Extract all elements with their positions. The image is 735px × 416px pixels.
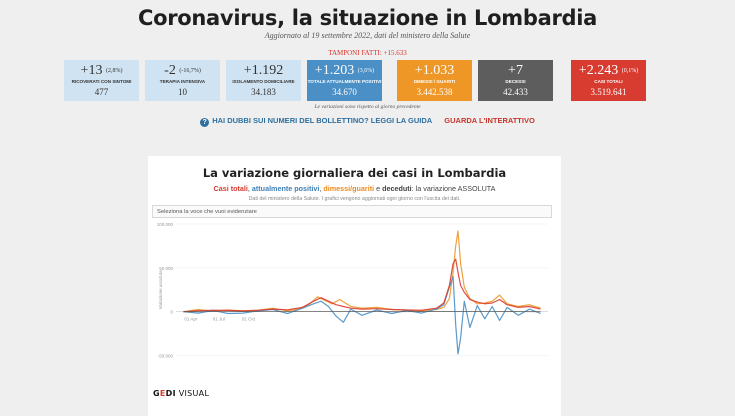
tile-label: TOTALE ATTUALMENTE POSITIVI: [307, 79, 382, 85]
tile-attualmente-positivi: [307, 60, 382, 101]
tamponi-count: TAMPONI FATTI: +15.633: [328, 49, 407, 57]
tile-total: 42.433: [503, 87, 528, 98]
legend-casi-totali[interactable]: Casi totali: [213, 184, 248, 193]
tile-value: +13 (2,8%): [80, 63, 123, 79]
legend-deceduti[interactable]: deceduti: [382, 184, 412, 193]
tile-total: 3.442.538: [416, 87, 453, 98]
tile-dimessi: [397, 60, 472, 101]
tile-decessi: [478, 60, 553, 101]
x-tick-label: 01 Oct: [241, 316, 256, 322]
tile-value: -2 (-16,7%): [164, 63, 201, 79]
variation-note: Le variazioni sono rispetto al giorno precedente: [314, 104, 421, 110]
chart-legend: Casi totali, attualmente positivi, dimessi/guariti e deceduti: la variazione ASSOLUTA: [213, 184, 496, 193]
series-line: [183, 277, 540, 354]
links-row: [0, 116, 735, 127]
page-title: Coronavirus, la situazione in Lombardia: [137, 6, 598, 30]
tile-label: CASI TOTALI: [594, 79, 623, 85]
legend-dimessi-guariti[interactable]: dimessi/guariti: [323, 184, 375, 193]
daily-variation-chart: [148, 220, 561, 380]
stats-tiles: [64, 60, 646, 101]
y-tick-label: 50.000: [159, 265, 173, 271]
tile-total: 10: [178, 87, 187, 98]
series-line: [183, 231, 540, 312]
chart-title: La variazione giornaliera dei casi in Lombardia: [202, 166, 507, 180]
legend-attualmente-positivi[interactable]: attualmente positivi: [251, 184, 320, 193]
series-select[interactable]: Seleziona la voce che vuoi evidenziare: [152, 205, 552, 218]
y-axis-label: Variazione assoluta: [158, 270, 163, 310]
x-tick-label: 01 Apr: [184, 316, 198, 322]
tile-label: DIMESSI / GUARITI: [413, 79, 456, 85]
chart-source: Dati del ministero della Salute. I grafici vengono aggiornati ogni giorno con l'uscita dei dati.: [248, 196, 461, 202]
y-tick-label: -50.000: [157, 353, 173, 359]
chart-panel: [148, 156, 561, 416]
x-tick-label: 01 Jul: [212, 316, 225, 322]
tile-terapia-intensiva: [145, 60, 220, 101]
tile-value: +2.243 (0,1%): [578, 63, 639, 79]
tile-total: 477: [94, 87, 109, 98]
gedi-visual-logo: GEDI VISUAL: [153, 389, 210, 398]
interactive-link[interactable]: GUARDA L'INTERATTIVO: [444, 116, 535, 125]
tile-total: 34.183: [251, 87, 276, 98]
tile-value: +7: [508, 63, 523, 79]
question-icon: ?: [200, 118, 209, 127]
tile-total: 34.670: [332, 87, 357, 98]
tile-casi-totali: [571, 60, 646, 101]
tile-value: +1.033: [414, 63, 455, 79]
y-tick-label: 100.000: [156, 222, 173, 227]
y-tick-label: 0: [170, 309, 173, 315]
series-line: [183, 259, 540, 312]
tile-isolamento: [226, 60, 301, 101]
update-subtitle: Aggiornato al 19 settembre 2022, dati del ministero della Salute: [264, 31, 471, 40]
tile-label: ISOLAMENTO DOMICILIARE: [232, 79, 295, 85]
tile-label: TERAPIA INTENSIVA: [159, 79, 206, 85]
tile-ricoverati: [64, 60, 139, 101]
guide-link[interactable]: ? HAI DUBBI SUI NUMERI DEL BOLLETTINO? LEGGI LA GUIDA: [200, 116, 432, 125]
tile-total: 3.519.641: [590, 87, 627, 98]
tile-label: RICOVERATI CON SINTOMI: [71, 79, 132, 85]
tile-value: +1.203 (3,6%): [314, 63, 375, 79]
tile-label: DECESSI: [505, 79, 526, 85]
tile-value: +1.192: [243, 63, 284, 79]
